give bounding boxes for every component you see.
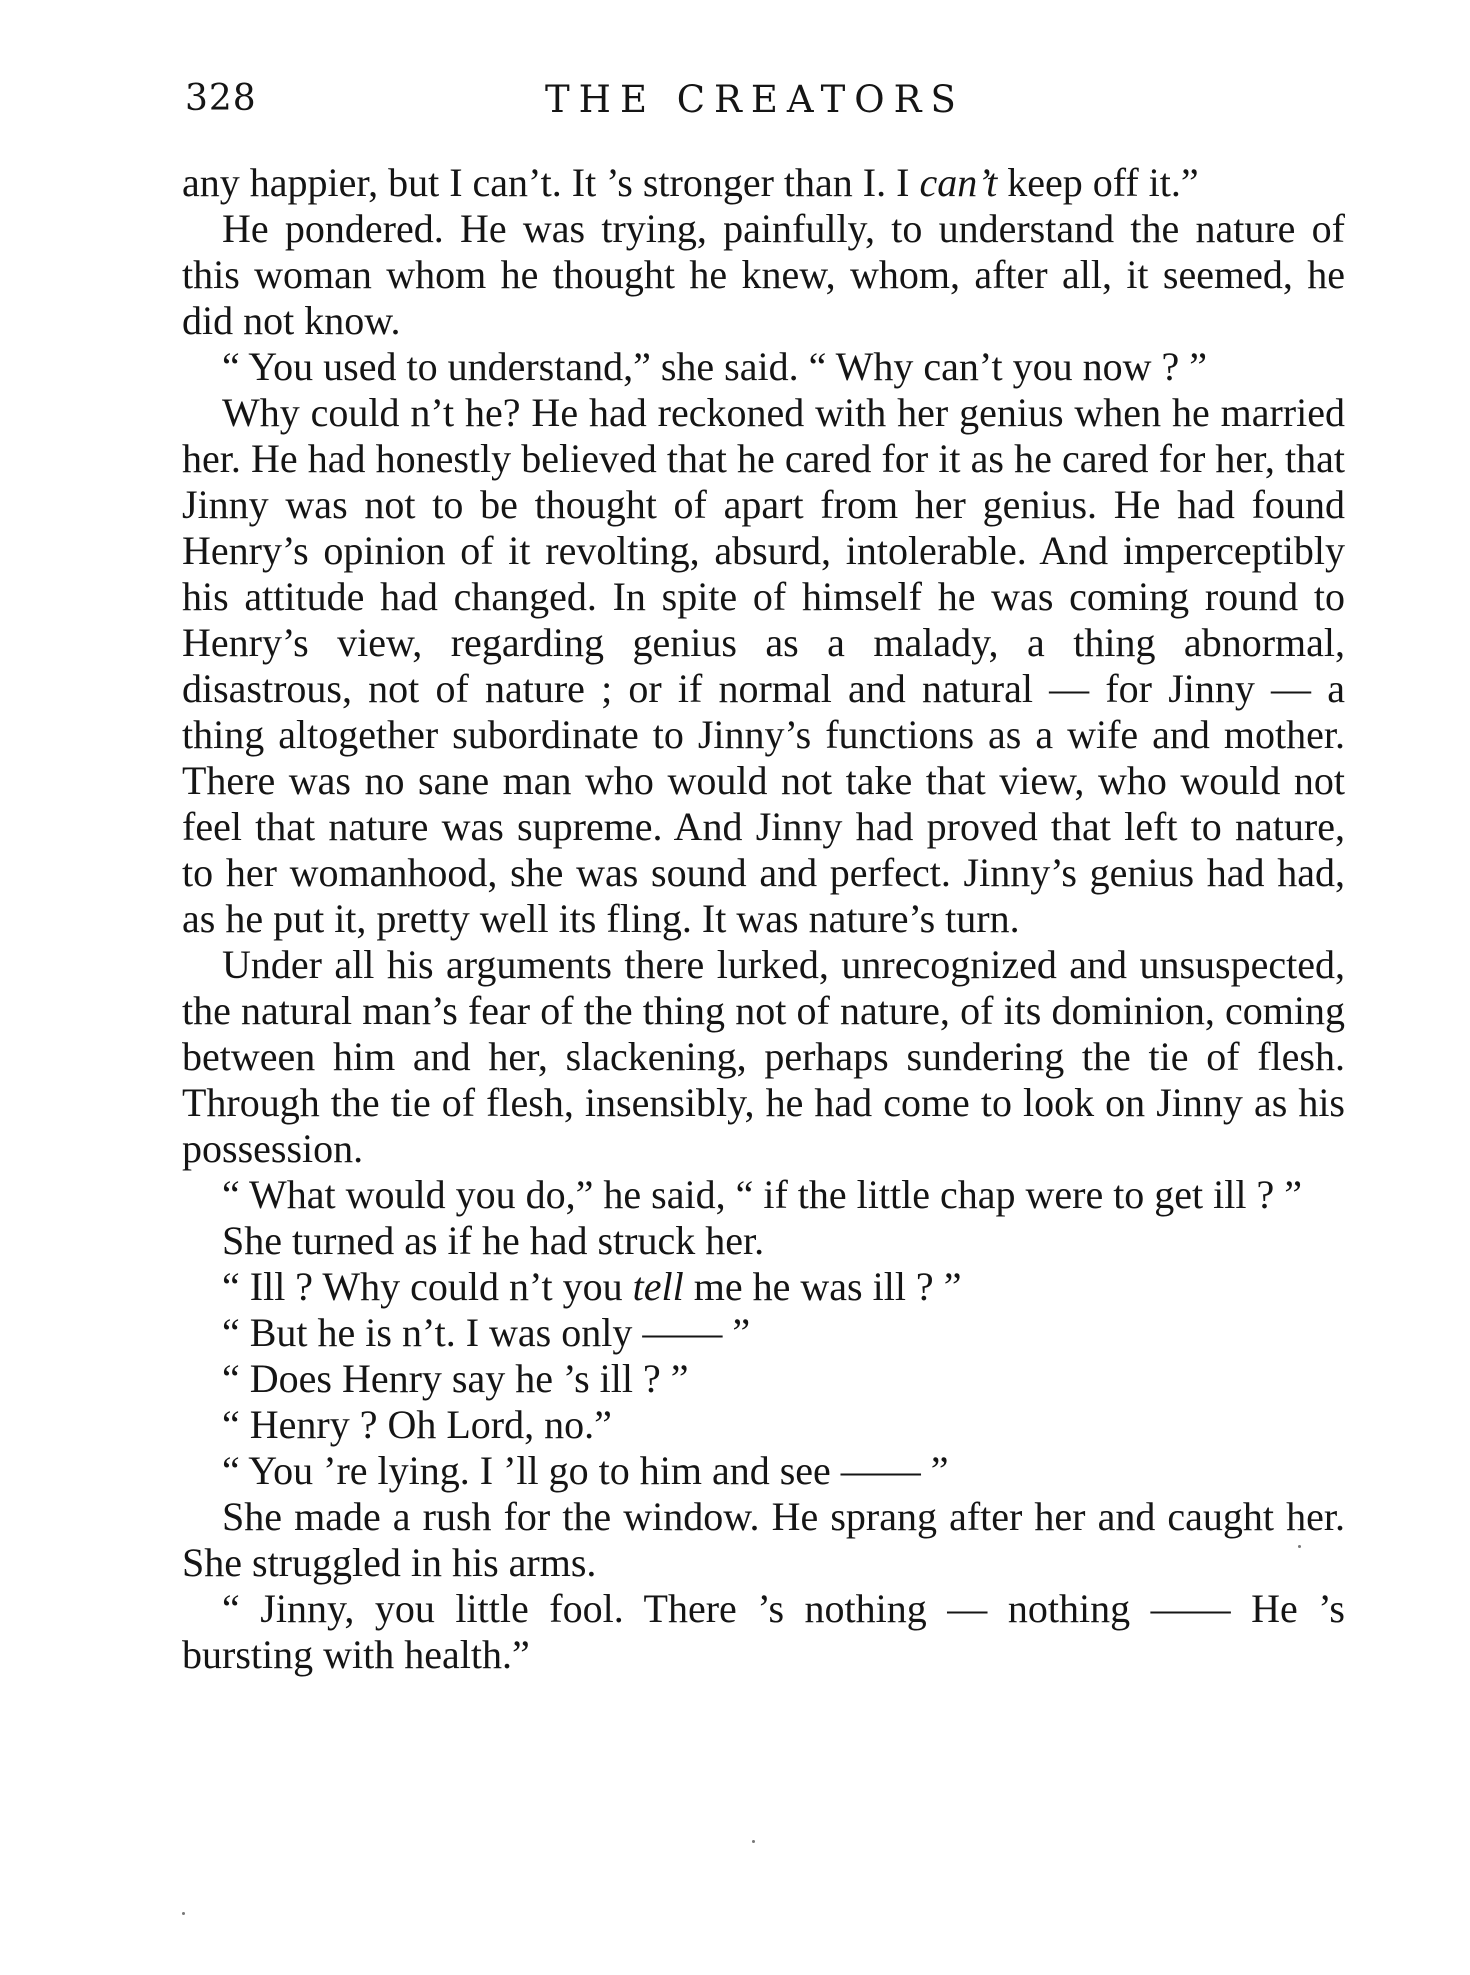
paragraph-8-italic: tell xyxy=(632,1264,684,1309)
paper-speck xyxy=(1298,1545,1301,1548)
paragraph-8-pre: “ Ill ? Why could n’t you xyxy=(222,1264,633,1309)
paragraph-1-italic: can’t xyxy=(919,160,998,205)
paper-speck xyxy=(182,1912,185,1915)
paragraph-12: “ You ’re lying. I ’ll go to him and see —— ” xyxy=(222,1448,949,1493)
paper-speck xyxy=(752,1840,755,1843)
paragraph-1-pre: any happier, but I can’t. It ’s stronger than I. I xyxy=(182,160,920,205)
paragraph-5: Under all his arguments there lurked, unrecognized and unsuspected, the natural man’s fear of the thing not of nature, of its dominion, coming between him and her, slackening, perhaps sundering the tie of flesh. Through the tie of flesh, insensibly, he had come to look on Jinny as his possession. xyxy=(182,942,1345,1171)
paragraph-6: “ What would you do,” he said, “ if the little chap were to get ill ? ” xyxy=(222,1172,1303,1217)
paragraph-7: She turned as if he had struck her. xyxy=(222,1218,765,1263)
paragraph-8-post: me he was ill ? ” xyxy=(683,1264,962,1309)
paragraph-3: “ You used to understand,” she said. “ Why can’t you now ? ” xyxy=(222,344,1207,389)
paragraph-8 xyxy=(182,1264,1345,1310)
page-number: 328 xyxy=(185,78,257,119)
paragraph-13: She made a rush for the window. He sprang after her and caught her. She struggled in his arms. xyxy=(182,1494,1345,1585)
paragraph-1-post: keep off it.” xyxy=(997,160,1199,205)
page-body xyxy=(182,160,1345,1678)
paragraph-4: Why could n’t he? He had reckoned with her genius when he married her. He had honestly believed that he cared for it as he cared for her, that Jinny was not to be thought of apart from her genius. He had found Henry’s opinion of it revolting, absurd, intolerable. And imperceptibly his attitude had changed. In spite of himself he was coming round to Henry’s view, regarding genius as a malady, a thing abnormal, disastrous, not of nature ; or if normal and natural — for Jinny — a thing altogether subordinate to Jinny’s functions as a wife and mother. There was no sane man who would not take that view, who would not feel that nature was supreme. And Jinny had proved that left to nature, to her womanhood, she was sound and perfect. Jinny’s genius had had, as he put it, pretty well its fling. It was nature’s turn. xyxy=(182,390,1345,941)
paragraph-11: “ Henry ? Oh Lord, no.” xyxy=(222,1402,612,1447)
page-header xyxy=(185,78,1345,128)
paragraph-2: He pondered. He was trying, painfully, to understand the nature of this woman whom he thought he knew, whom, after all, it seemed, he did not know. xyxy=(182,206,1345,343)
paragraph-14: “ Jinny, you little fool. There ’s nothing — nothing —— He ’s bursting with health.” xyxy=(182,1586,1345,1677)
running-title: THE CREATORS xyxy=(545,78,965,121)
paragraph-1 xyxy=(182,160,1345,206)
paragraph-9: “ But he is n’t. I was only —— ” xyxy=(222,1310,751,1355)
paragraph-10: “ Does Henry say he ’s ill ? ” xyxy=(222,1356,689,1401)
